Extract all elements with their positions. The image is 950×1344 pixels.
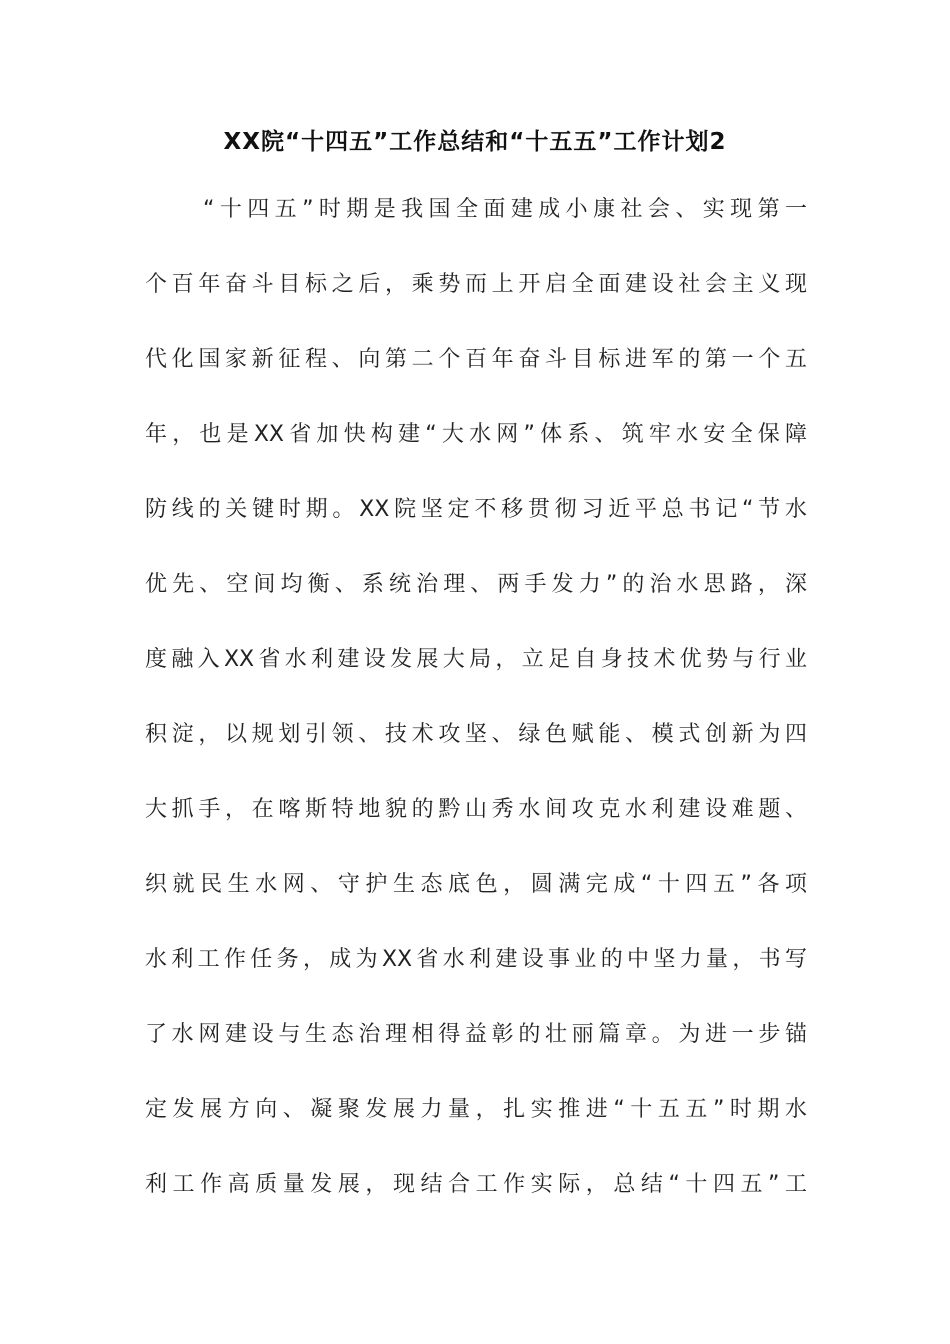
paragraph-line: 了水网建设与生态治理相得益彰的壮丽篇章。为进一步锚 <box>145 1022 807 1047</box>
paragraph-line: 防线的关键时期。XX院坚定不移贯彻习近平总书记“节水 <box>145 497 807 522</box>
paragraph-line: “十四五”时期是我国全面建成小康社会、实现第一 <box>203 197 807 222</box>
document-title: XX院“十四五”工作总结和“十五五”工作计划2 <box>223 129 727 155</box>
paragraph-line: 度融入XX省水利建设发展大局，立足自身技术优势与行业 <box>145 647 807 672</box>
paragraph-line: 积淀，以规划引领、技术攻坚、绿色赋能、模式创新为四 <box>145 722 807 747</box>
paragraph-line: 优先、空间均衡、系统治理、两手发力”的治水思路，深 <box>145 572 807 597</box>
paragraph-line: 年，也是XX省加快构建“大水网”体系、筑牢水安全保障 <box>145 422 807 447</box>
document-paragraph <box>145 190 807 1240</box>
paragraph-line: 定发展方向、凝聚发展力量，扎实推进“十五五”时期水 <box>145 1097 807 1122</box>
paragraph-line: 织就民生水网、守护生态底色，圆满完成“十四五”各项 <box>145 872 807 897</box>
paragraph-line: 利工作高质量发展，现结合工作实际，总结“十四五”工 <box>145 1172 807 1197</box>
paragraph-line: 大抓手，在喀斯特地貌的黔山秀水间攻克水利建设难题、 <box>145 797 807 822</box>
paragraph-line: 水利工作任务，成为XX省水利建设事业的中坚力量，书写 <box>145 947 807 972</box>
paragraph-line: 代化国家新征程、向第二个百年奋斗目标进军的第一个五 <box>145 347 807 372</box>
paragraph-line: 个百年奋斗目标之后，乘势而上开启全面建设社会主义现 <box>145 272 807 297</box>
